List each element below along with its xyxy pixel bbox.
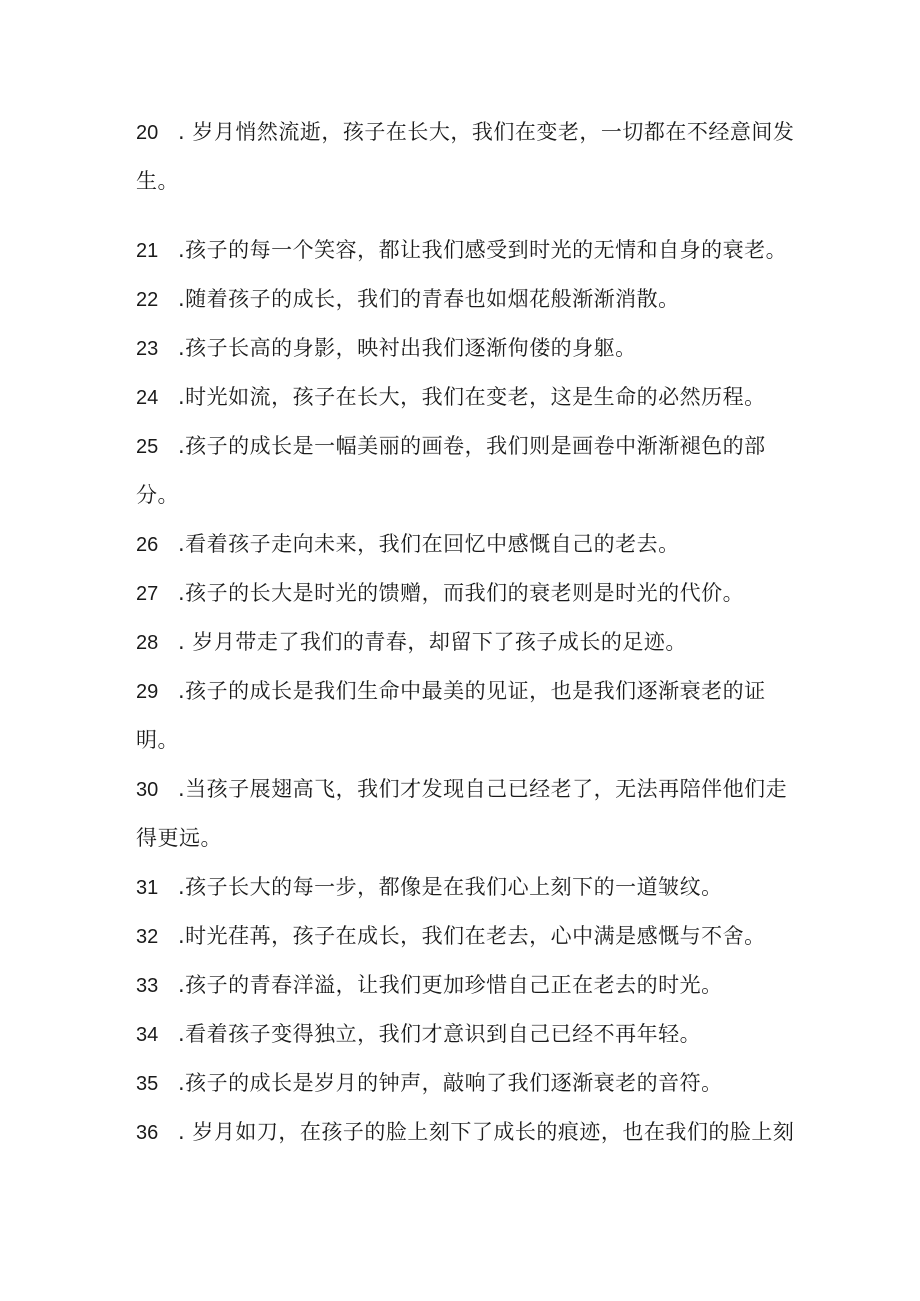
item-text: 分。 <box>136 483 179 507</box>
item-line <box>136 226 796 275</box>
item-text: .时光荏苒，孩子在成长，我们在老去，心中满是感慨与不舍。 <box>178 924 766 948</box>
item-line <box>136 275 796 324</box>
list-item-28 <box>136 618 796 667</box>
item-line <box>136 765 796 814</box>
list-item-30 <box>136 765 796 863</box>
item-text: .孩子的成长是岁月的钟声，敲响了我们逐渐衰老的音符。 <box>178 1071 723 1095</box>
item-number: 32 <box>136 926 159 948</box>
list-item-21 <box>136 226 796 275</box>
item-number: 25 <box>136 436 159 458</box>
list-item-24 <box>136 373 796 422</box>
item-line <box>136 961 796 1010</box>
item-text: . 岁月悄然流逝，孩子在长大，我们在变老，一切都在不经意间发 <box>178 120 795 144</box>
item-line <box>136 912 796 961</box>
item-text: .孩子的成长是一幅美丽的画卷，我们则是画卷中渐渐褪色的部 <box>178 434 766 458</box>
item-text: .孩子的青春洋溢，让我们更加珍惜自己正在老去的时光。 <box>178 973 723 997</box>
list-item-34 <box>136 1010 796 1059</box>
item-text: 得更远。 <box>136 826 222 850</box>
list-item-35 <box>136 1059 796 1108</box>
item-line <box>136 373 796 422</box>
item-number: 28 <box>136 632 159 654</box>
list-item-29 <box>136 667 796 765</box>
item-number: 29 <box>136 681 159 703</box>
list-item-25 <box>136 422 796 520</box>
item-line <box>136 1108 796 1157</box>
item-text: .随着孩子的成长，我们的青春也如烟花般渐渐消散。 <box>178 287 680 311</box>
item-line <box>136 814 796 863</box>
item-number: 34 <box>136 1024 159 1046</box>
item-number: 26 <box>136 534 159 556</box>
item-number: 36 <box>136 1122 159 1144</box>
item-line <box>136 324 796 373</box>
item-number: 24 <box>136 387 159 409</box>
list-item-36 <box>136 1108 796 1157</box>
item-text: .看着孩子变得独立，我们才意识到自己已经不再年轻。 <box>178 1022 702 1046</box>
item-line <box>136 667 796 716</box>
item-number: 30 <box>136 779 159 801</box>
list-item-26 <box>136 520 796 569</box>
list-item-22 <box>136 275 796 324</box>
item-line <box>136 108 796 157</box>
item-number: 31 <box>136 877 159 899</box>
item-text: .看着孩子走向未来，我们在回忆中感慨自己的老去。 <box>178 532 680 556</box>
item-text: .孩子长高的身影，映衬出我们逐渐佝偻的身躯。 <box>178 336 637 360</box>
item-line <box>136 471 796 520</box>
list-item-31 <box>136 863 796 912</box>
list-item-23 <box>136 324 796 373</box>
item-text: .时光如流，孩子在长大，我们在变老，这是生命的必然历程。 <box>178 385 766 409</box>
list-item-20 <box>136 108 796 206</box>
item-text: .孩子长大的每一步，都像是在我们心上刻下的一道皱纹。 <box>178 875 723 899</box>
item-line <box>136 863 796 912</box>
item-number: 27 <box>136 583 159 605</box>
item-number: 35 <box>136 1073 159 1095</box>
item-number: 22 <box>136 289 159 311</box>
item-number: 23 <box>136 338 159 360</box>
item-line <box>136 716 796 765</box>
item-line <box>136 618 796 667</box>
item-text: .孩子的长大是时光的馈赠，而我们的衰老则是时光的代价。 <box>178 581 745 605</box>
item-number: 21 <box>136 240 159 262</box>
item-text: 生。 <box>136 169 179 193</box>
item-text: .当孩子展翅高飞，我们才发现自己已经老了，无法再陪伴他们走 <box>178 777 788 801</box>
item-line <box>136 520 796 569</box>
item-line <box>136 422 796 471</box>
list-item-32 <box>136 912 796 961</box>
list-item-27 <box>136 569 796 618</box>
item-line <box>136 1010 796 1059</box>
item-line <box>136 569 796 618</box>
item-number: 33 <box>136 975 159 997</box>
item-text: . 岁月如刀，在孩子的脸上刻下了成长的痕迹，也在我们的脸上刻 <box>178 1120 795 1144</box>
item-text: 明。 <box>136 728 179 752</box>
item-text: . 岁月带走了我们的青春，却留下了孩子成长的足迹。 <box>178 630 687 654</box>
item-line <box>136 157 796 206</box>
item-text: .孩子的每一个笑容，都让我们感受到时光的无情和自身的衰老。 <box>178 238 788 262</box>
item-number: 20 <box>136 122 159 144</box>
list-item-33 <box>136 961 796 1010</box>
item-text: .孩子的成长是我们生命中最美的见证，也是我们逐渐衰老的证 <box>178 679 766 703</box>
item-line <box>136 1059 796 1108</box>
